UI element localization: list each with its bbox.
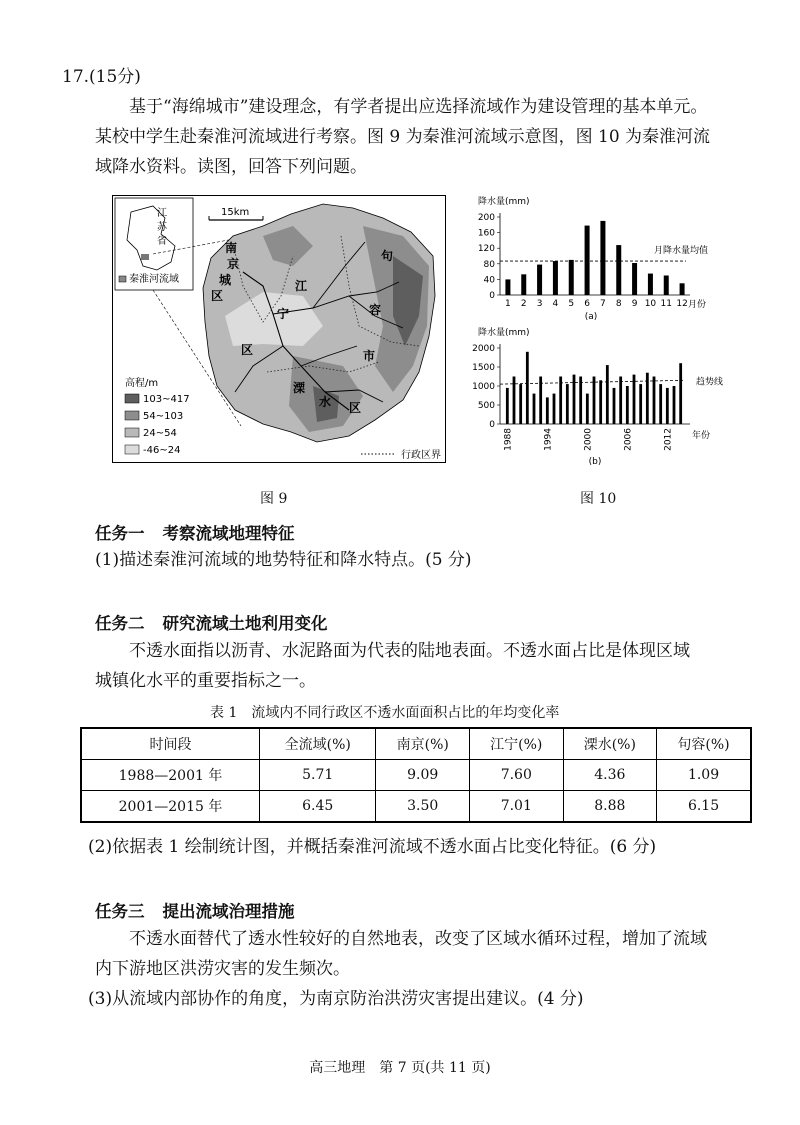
- district-label: 容: [369, 303, 382, 317]
- district-label: 江: [295, 279, 308, 293]
- elevation-label: -46~24: [143, 445, 181, 456]
- chart-b-xtick: 1988: [503, 428, 514, 451]
- chart-b-ytick: 500: [477, 401, 495, 411]
- table-title: 表 1 流域内不同行政区不透水面面积占比的年均变化率: [210, 705, 560, 721]
- chart-b-bar: [593, 377, 596, 425]
- table-cell: 1.09: [657, 760, 751, 791]
- chart-b-bar: [559, 377, 562, 425]
- chart-a-bar: [664, 276, 669, 296]
- elevation-swatch: [125, 445, 139, 454]
- chart-b-bar: [579, 377, 582, 425]
- table-header: 江宁(%): [470, 728, 564, 760]
- table-cell: 7.60: [470, 760, 564, 791]
- table-cell: 5.71: [260, 760, 376, 791]
- chart-b-bar: [546, 397, 549, 424]
- impervious-table: [80, 727, 752, 823]
- basin-legend-swatch: [119, 276, 126, 282]
- basin-map: [112, 195, 446, 463]
- chart-a-ytick: 160: [477, 228, 495, 239]
- fig9-caption: 图 9: [260, 491, 288, 507]
- table-cell: 6.45: [260, 791, 376, 823]
- basin-map-svg: [113, 196, 445, 462]
- district-label: 区: [211, 289, 224, 303]
- district-label: 区: [241, 343, 254, 357]
- task3-text-1: 不透水面替代了透水性较好的自然地表，改变了区域水循环过程，增加了流域: [129, 929, 707, 949]
- chart-b-bar: [606, 365, 609, 424]
- district-label: 水: [319, 395, 332, 409]
- task2-heading: [95, 610, 346, 634]
- chart-a-xtick: 8: [615, 299, 622, 309]
- chart-a-bar: [600, 221, 605, 295]
- chart-b-bar: [526, 352, 529, 424]
- elevation-title: 高程/m: [125, 378, 159, 389]
- task2-text-2: 城镇化水平的重要指标之一。: [95, 671, 316, 691]
- chart-b-bar: [679, 363, 682, 424]
- task2-text-1: 不透水面指以沥青、水泥路面为代表的陆地表面。不透水面占比是体现区域: [129, 641, 690, 661]
- inset-basin: [141, 254, 149, 260]
- elevation-swatch: [125, 428, 139, 437]
- chart-b-ylabel: 降水量(mm): [478, 328, 530, 338]
- task1-heading: [95, 520, 313, 544]
- district-label: 城: [219, 273, 232, 287]
- province-label-1: 江: [157, 208, 167, 219]
- page-footer: 高三地理 第 7 页(共 11 页): [309, 1060, 491, 1076]
- task1-title: 任务一: [95, 524, 145, 543]
- chart-a-bar: [505, 279, 510, 295]
- chart-b-bar: [599, 380, 602, 424]
- chart-a-panel: (a): [584, 312, 598, 322]
- district-label: 市: [363, 349, 376, 363]
- elevation-legend: [125, 394, 190, 456]
- question-number: 17.(15分): [62, 67, 141, 87]
- district-label: 区: [349, 401, 362, 415]
- table-row: [81, 760, 751, 791]
- task3-question: (3)从流域内部协作的角度，为南京防治洪涝灾害提出建议。(4 分): [88, 989, 584, 1009]
- scale-label: 15km: [221, 207, 250, 218]
- chart-b-xtick: 2000: [583, 428, 594, 451]
- elevation-label: 103~417: [143, 394, 190, 405]
- table-header: 南京(%): [376, 728, 470, 760]
- chart-a-xtick: 3: [536, 299, 543, 309]
- table-cell: 9.09: [376, 760, 470, 791]
- elevation-swatch: [125, 411, 139, 420]
- intro-line-3: 域降水资料。读图，回答下列问题。: [95, 157, 367, 177]
- task1-name: 考察流域地理特征: [162, 524, 295, 543]
- task3-heading: [95, 898, 313, 922]
- district-label: 京: [227, 257, 240, 271]
- chart-b-xtick: 2012: [663, 428, 674, 451]
- chart-a-xtick: 11: [660, 299, 672, 309]
- table-cell: 6.15: [657, 791, 751, 823]
- chart-b-bar: [659, 384, 662, 424]
- table-cell: 7.01: [470, 791, 564, 823]
- chart-a-bar: [648, 274, 653, 295]
- intro-line-2: 某校中学生赴秦淮河流域进行考察。图 9 为秦淮河流域示意图，图 10 为秦淮河流: [95, 127, 711, 147]
- chart-b-ytick: 1500: [472, 363, 495, 373]
- chart-a-ylabel: 降水量(mm): [478, 197, 530, 207]
- chart-b-bar: [666, 388, 669, 424]
- province-label-2: 苏: [157, 222, 167, 233]
- chart-b-bar: [639, 384, 642, 424]
- task2-title: 任务二: [95, 614, 145, 633]
- chart-b-ytick: 1000: [472, 382, 495, 392]
- district-label: 宁: [277, 307, 290, 321]
- precip-charts: [470, 190, 740, 475]
- chart-b-xlabel: 年份: [692, 431, 711, 441]
- chart-b-bar: [519, 384, 522, 424]
- chart-a-xtick: 7: [600, 299, 606, 309]
- province-label-3: 省: [157, 236, 167, 247]
- district-label: 溧: [293, 381, 306, 395]
- chart-b-xtick: 1994: [543, 428, 554, 451]
- chart-a-bar: [537, 265, 542, 295]
- task3-text-2: 内下游地区洪涝灾害的发生频次。: [95, 959, 350, 979]
- intro-line-1: 基于“海绵城市”建设理念，有学者提出应选择流域作为建设管理的基本单元。: [129, 97, 708, 117]
- chart-b-bar: [673, 386, 676, 424]
- chart-b-ytick: 2000: [472, 344, 495, 354]
- elevation-label: 54~103: [143, 411, 184, 422]
- chart-a: [478, 195, 708, 322]
- fig10-caption: 图 10: [580, 491, 617, 507]
- table-cell: 2001—2015 年: [81, 791, 260, 823]
- chart-a-bar: [569, 260, 574, 295]
- task1-question: (1)描述秦淮河流域的地势特征和降水特点。(5 分): [95, 550, 472, 570]
- chart-a-ytick: 120: [477, 244, 495, 255]
- chart-a-bar: [553, 261, 558, 295]
- task3-name: 提出流域治理措施: [162, 902, 295, 921]
- basin-legend-text: 秦淮河流域: [129, 274, 179, 285]
- chart-b-bar: [513, 377, 516, 425]
- chart-a-xtick: 4: [552, 299, 559, 309]
- chart-b-bar: [533, 394, 536, 424]
- chart-b-bar: [613, 388, 616, 424]
- chart-a-xtick: 6: [584, 299, 590, 309]
- task2-question: (2)依据表 1 绘制统计图，并概括秦淮河流域不透水面占比变化特征。(6 分): [88, 837, 657, 857]
- chart-b-bar: [566, 384, 569, 424]
- chart-a-xlabel: 月份: [688, 300, 707, 310]
- district-label: 句: [381, 249, 394, 263]
- chart-a-xtick: 1: [505, 299, 511, 309]
- chart-b-xtick: 2006: [623, 428, 634, 451]
- elevation-swatch: [125, 394, 139, 403]
- chart-a-ytick: 0: [489, 291, 495, 301]
- chart-b-bar: [506, 388, 509, 424]
- chart-b-bar: [633, 375, 636, 424]
- chart-b-bar: [653, 377, 656, 425]
- chart-a-xtick: 5: [568, 299, 575, 309]
- chart-b-panel: (b): [588, 457, 602, 467]
- chart-b-bar: [626, 386, 629, 424]
- chart-a-bar: [521, 274, 526, 295]
- chart-a-xtick: 2: [520, 299, 527, 309]
- chart-b-bar: [646, 373, 649, 424]
- table-cell: 3.50: [376, 791, 470, 823]
- chart-a-bar: [680, 283, 685, 295]
- chart-b-bar: [553, 394, 556, 424]
- chart-a-xtick: 9: [631, 299, 638, 309]
- table-cell: 4.36: [563, 760, 657, 791]
- chart-b-bar: [586, 394, 589, 424]
- table-header: 全流域(%): [260, 728, 376, 760]
- chart-a-mean-label: 月降水量均值: [654, 246, 709, 257]
- table-header: 时间段: [81, 728, 260, 760]
- table-cell: 1988—2001 年: [81, 760, 260, 791]
- chart-a-ytick: 200: [477, 213, 495, 223]
- chart-b-bar: [573, 375, 576, 424]
- chart-b-bar: [619, 377, 622, 425]
- task2-name: 研究流域土地利用变化: [162, 614, 328, 633]
- table-header: 溧水(%): [563, 728, 657, 760]
- chart-a-ytick: 40: [483, 275, 495, 286]
- boundary-legend-text: 行政区界: [401, 450, 441, 461]
- chart-a-bar: [632, 263, 637, 295]
- district-label: 南: [225, 241, 238, 255]
- chart-b-ytick: 0: [489, 420, 495, 430]
- table-header-row: [81, 728, 751, 760]
- table-cell: 8.88: [563, 791, 657, 823]
- elevation-label: 24~54: [143, 428, 177, 439]
- chart-b-trend-label: 趋势线: [696, 377, 724, 388]
- task3-title: 任务三: [95, 902, 145, 921]
- table-header: 句容(%): [657, 728, 751, 760]
- chart-a-xtick: 12: [676, 299, 688, 309]
- chart-a-bar: [585, 226, 590, 295]
- chart-a-bar: [616, 245, 621, 295]
- chart-a-ytick: 80: [483, 259, 495, 270]
- chart-a-xtick: 10: [644, 299, 657, 309]
- table-row: [81, 791, 751, 823]
- chart-b: [472, 326, 723, 467]
